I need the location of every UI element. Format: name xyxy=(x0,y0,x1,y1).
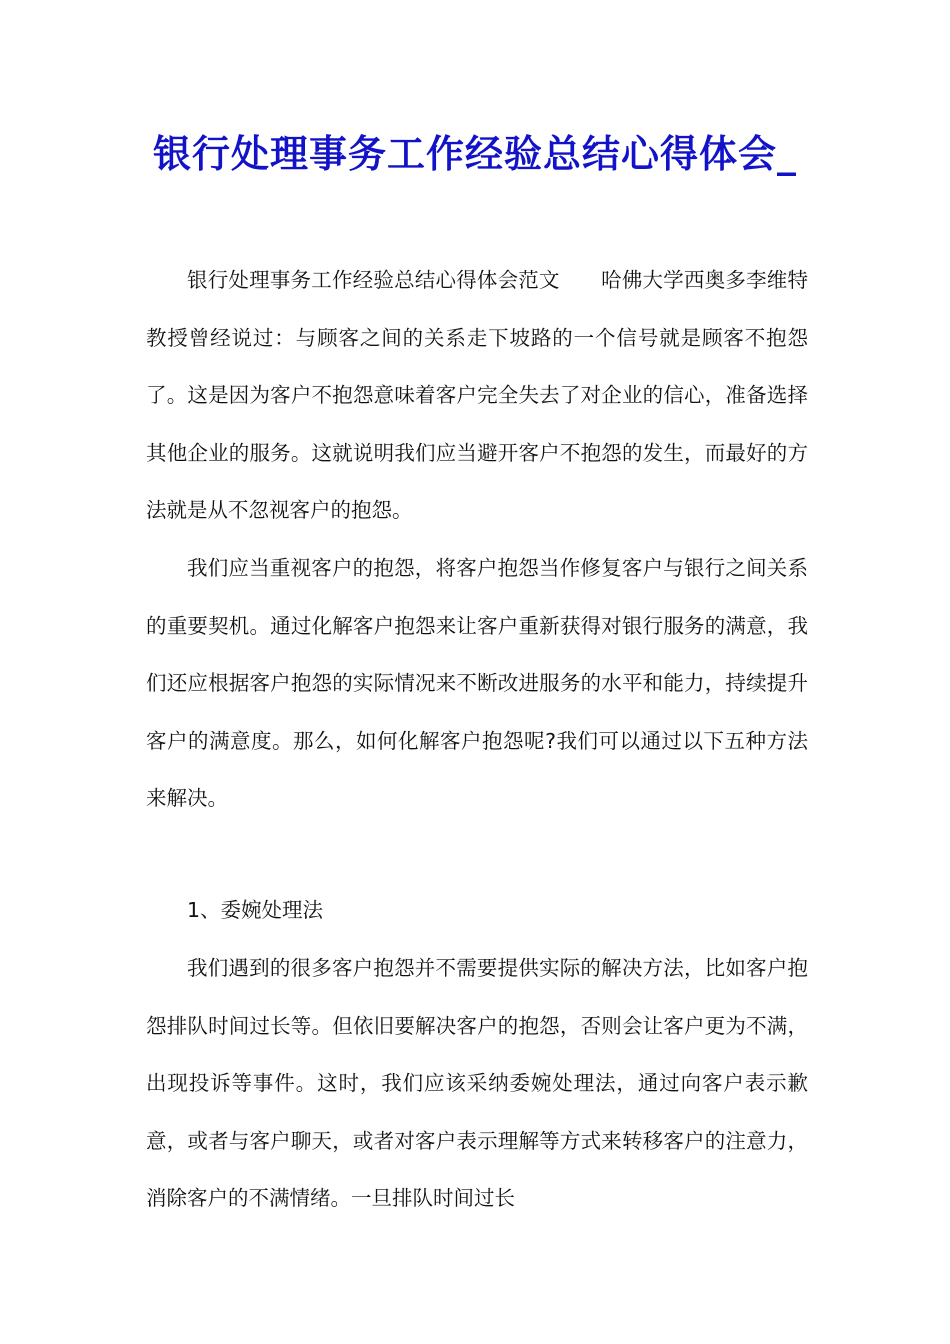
document-title: 银行处理事务工作经验总结心得体会_ xyxy=(152,131,797,176)
body-paragraph: 我们应当重视客户的抱怨，将客户抱怨当作修复客户与银行之间关系的重要契机。通过化解客户抱怨来让客户重新获得对银行服务的满意，我们还应根据客户抱怨的实际情况来不断改进服务的水平和能力，持续提升客户的满意度。那么，如何化解客户抱怨呢?我们可以通过以下五种方法来解决。 xyxy=(146,556,808,810)
section-paragraph: 我们遇到的很多客户抱怨并不需要提供实际的解决方法，比如客户抱怨排队时间过长等。但依旧要解决客户的抱怨，否则会让客户更为不满，出现投诉等事件。这时，我们应该采纳委婉处理法，通过向客户表示歉意，或者与客户聊天，或者对客户表示理解等方式来转移客户的注意力，消除客户的不满情绪。一旦排队时间过长 xyxy=(146,956,808,1210)
intro-paragraph: 银行处理事务工作经验总结心得体会范文 哈佛大学西奥多李维特教授曾经说过：与顾客之间的关系走下坡路的一个信号就是顾客不抱怨了。这是因为客户不抱怨意味着客户完全失去了对企业的信心，准备选择其他企业的服务。这就说明我们应当避开客户不抱怨的发生，而最好的方法就是从不忽视客户的抱怨。 xyxy=(146,268,808,522)
section-heading: 1、委婉处理法 xyxy=(187,898,324,922)
